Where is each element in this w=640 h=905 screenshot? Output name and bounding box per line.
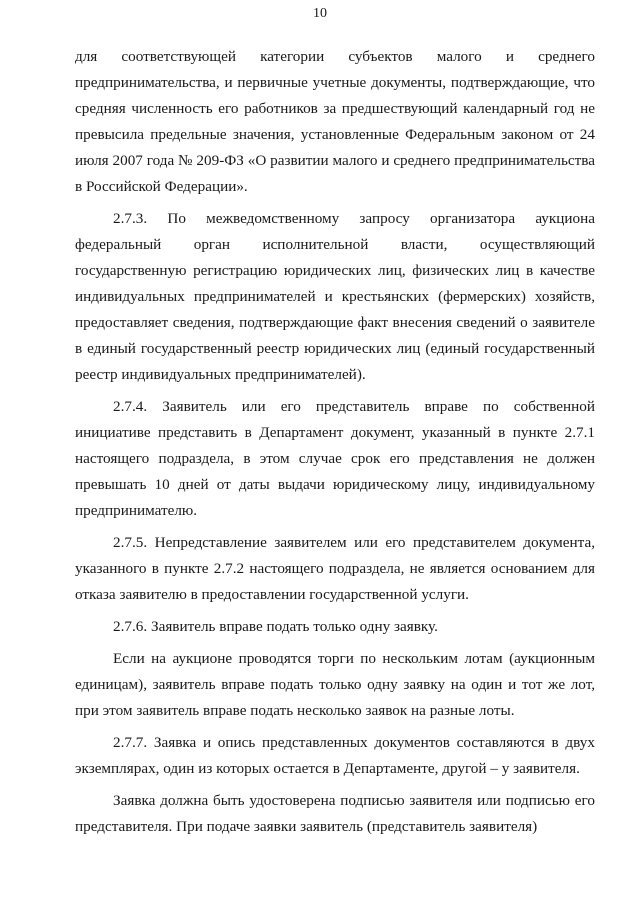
- paragraph-2-7-7: 2.7.7. Заявка и опись представленных документов составляются в двух экземплярах, один из которых остается в Департаменте, другой – у заявителя.: [75, 734, 595, 777]
- paragraph-2-7-3: 2.7.3. По межведомственному запросу организатора аукциона федеральный орган исполнительной власти, осуществляющий государственную регистрацию юридических лиц, физических лиц в качестве индивидуальных предпринимателей и крестьянских (фермерских) хозяйств, предоставляет сведения, подтверждающие факт внесения сведений о заявителе в единый государственный реестр юридических лиц (единый государственный реестр индивидуальных предпринимателей).: [75, 210, 595, 383]
- paragraph-2-7-6: 2.7.6. Заявитель вправе подать только одну заявку.: [113, 618, 438, 635]
- paragraph-2-7-4: 2.7.4. Заявитель или его представитель вправе по собственной инициативе представить в Департамент документ, указанный в пункте 2.7.1 настоящего подраздела, в этом случае срок его представления не должен превышать 10 дней от даты выдачи юридическому лицу, индивидуальному предпринимателю.: [75, 398, 595, 519]
- paragraph-signature: Заявка должна быть удостоверена подписью заявителя или подписью его представителя. При подаче заявки заявитель (представитель заявителя): [75, 792, 595, 835]
- paragraph-multiple-lots: Если на аукционе проводятся торги по нескольким лотам (аукционным единицам), заявитель вправе подать только одну заявку на один и тот же лот, при этом заявитель вправе подать несколько заявок на разные лоты.: [75, 650, 595, 719]
- document-body: [75, 44, 595, 846]
- paragraph-2-7-5: 2.7.5. Непредставление заявителем или его представителем документа, указанного в пункте 2.7.2 настоящего подраздела, не является основанием для отказа заявителю в предоставлении государственной услуги.: [75, 534, 595, 603]
- paragraph-continuation: для соответствующей категории субъектов малого и среднего предпринимательства, и первичные учетные документы, подтверждающие, что средняя численность его работников за предшествующий календарный год не превысила предельные значения, установленные Федеральным законом от 24 июля 2007 года № 209-ФЗ «О развитии малого и среднего предпринимательства в Российской Федерации».: [75, 48, 595, 195]
- page-number: 10: [313, 6, 327, 21]
